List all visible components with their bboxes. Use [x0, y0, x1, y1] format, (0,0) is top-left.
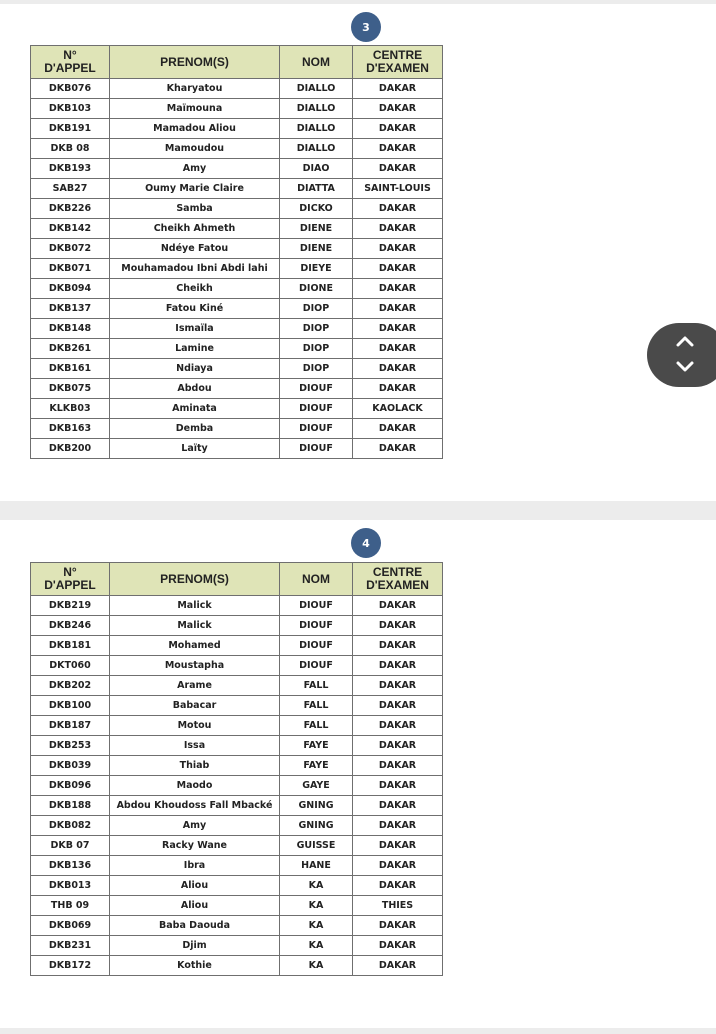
cell-prenom: Aliou [110, 896, 280, 916]
cell-nom: DIATTA [280, 179, 353, 199]
cell-nom: DIOUF [280, 439, 353, 459]
cell-centre: DAKAR [353, 319, 443, 339]
cell-nom: KA [280, 956, 353, 976]
cell-nom: DICKO [280, 199, 353, 219]
cell-num-appel: DKB013 [31, 876, 110, 896]
cell-num-appel: DKB193 [31, 159, 110, 179]
cell-prenom: Abdou [110, 379, 280, 399]
cell-prenom: Fatou Kiné [110, 299, 280, 319]
cell-centre: DAKAR [353, 956, 443, 976]
cell-centre: DAKAR [353, 219, 443, 239]
header-num-appel: N° D'APPEL [31, 563, 110, 596]
cell-nom: DIOUF [280, 379, 353, 399]
table-row [31, 796, 443, 816]
table-header-row [31, 563, 443, 596]
cell-prenom: Malick [110, 616, 280, 636]
table-row [31, 139, 443, 159]
page-scroll-control[interactable] [647, 323, 716, 387]
cell-prenom: Laïty [110, 439, 280, 459]
cell-prenom: Amy [110, 816, 280, 836]
table-row [31, 656, 443, 676]
cell-centre: DAKAR [353, 796, 443, 816]
cell-num-appel: KLKB03 [31, 399, 110, 419]
table-row [31, 159, 443, 179]
cell-num-appel: DKB161 [31, 359, 110, 379]
table-row [31, 419, 443, 439]
cell-centre: DAKAR [353, 359, 443, 379]
cell-nom: DIALLO [280, 119, 353, 139]
cell-num-appel: DKB103 [31, 99, 110, 119]
table-row [31, 179, 443, 199]
cell-centre: DAKAR [353, 636, 443, 656]
table-row [31, 816, 443, 836]
cell-num-appel: DKB076 [31, 79, 110, 99]
cell-prenom: Ismaïla [110, 319, 280, 339]
cell-prenom: Ndéye Fatou [110, 239, 280, 259]
cell-num-appel: DKB253 [31, 736, 110, 756]
cell-num-appel: DKB181 [31, 636, 110, 656]
cell-centre: DAKAR [353, 379, 443, 399]
cell-nom: DIEYE [280, 259, 353, 279]
cell-prenom: Mamadou Aliou [110, 119, 280, 139]
header-nom: NOM [280, 563, 353, 596]
cell-centre: DAKAR [353, 239, 443, 259]
header-prenom: PRENOM(S) [110, 563, 280, 596]
cell-nom: GAYE [280, 776, 353, 796]
header-prenom: PRENOM(S) [110, 46, 280, 79]
cell-prenom: Maïmouna [110, 99, 280, 119]
cell-prenom: Cheikh [110, 279, 280, 299]
table-row [31, 856, 443, 876]
candidates-table [30, 45, 443, 459]
cell-centre: DAKAR [353, 299, 443, 319]
table-row [31, 896, 443, 916]
table-row [31, 876, 443, 896]
cell-nom: FAYE [280, 756, 353, 776]
cell-nom: DIOUF [280, 656, 353, 676]
cell-centre: DAKAR [353, 756, 443, 776]
cell-centre: DAKAR [353, 696, 443, 716]
cell-num-appel: DKB219 [31, 596, 110, 616]
cell-num-appel: DKB039 [31, 756, 110, 776]
cell-centre: DAKAR [353, 716, 443, 736]
cell-nom: DIALLO [280, 79, 353, 99]
cell-prenom: Mamoudou [110, 139, 280, 159]
cell-num-appel: DKB094 [31, 279, 110, 299]
cell-prenom: Mohamed [110, 636, 280, 656]
table-row [31, 616, 443, 636]
cell-num-appel: DKB071 [31, 259, 110, 279]
cell-centre: DAKAR [353, 816, 443, 836]
cell-prenom: Lamine [110, 339, 280, 359]
table-row [31, 399, 443, 419]
cell-num-appel: DKB100 [31, 696, 110, 716]
cell-num-appel: DKB261 [31, 339, 110, 359]
table-row [31, 99, 443, 119]
table-row [31, 716, 443, 736]
cell-num-appel: DKB191 [31, 119, 110, 139]
cell-prenom: Ndiaya [110, 359, 280, 379]
cell-prenom: Maodo [110, 776, 280, 796]
cell-num-appel: DKB188 [31, 796, 110, 816]
header-centre: CENTRE D'EXAMEN [353, 46, 443, 79]
cell-centre: KAOLACK [353, 399, 443, 419]
table-row [31, 956, 443, 976]
cell-centre: DAKAR [353, 439, 443, 459]
cell-centre: DAKAR [353, 279, 443, 299]
table-row [31, 199, 443, 219]
cell-nom: HANE [280, 856, 353, 876]
table-row [31, 756, 443, 776]
cell-prenom: Motou [110, 716, 280, 736]
table-row [31, 736, 443, 756]
table-row [31, 219, 443, 239]
cell-nom: KA [280, 936, 353, 956]
cell-centre: DAKAR [353, 836, 443, 856]
cell-prenom: Abdou Khoudoss Fall Mbacké [110, 796, 280, 816]
cell-prenom: Issa [110, 736, 280, 756]
cell-prenom: Aminata [110, 399, 280, 419]
cell-prenom: Ibra [110, 856, 280, 876]
cell-num-appel: DKB246 [31, 616, 110, 636]
table-row [31, 279, 443, 299]
cell-nom: DIONE [280, 279, 353, 299]
cell-num-appel: DKB137 [31, 299, 110, 319]
cell-centre: DAKAR [353, 596, 443, 616]
cell-num-appel: DKB 08 [31, 139, 110, 159]
cell-num-appel: DKB075 [31, 379, 110, 399]
table-row [31, 379, 443, 399]
cell-nom: DIENE [280, 239, 353, 259]
cell-centre: DAKAR [353, 656, 443, 676]
cell-nom: DIOP [280, 359, 353, 379]
page-number-badge: 3 [351, 12, 381, 42]
cell-prenom: Moustapha [110, 656, 280, 676]
table-row [31, 259, 443, 279]
table-row [31, 79, 443, 99]
cell-num-appel: DKB072 [31, 239, 110, 259]
cell-nom: KA [280, 916, 353, 936]
cell-prenom: Kothie [110, 956, 280, 976]
cell-prenom: Cheikh Ahmeth [110, 219, 280, 239]
candidates-table [30, 562, 443, 976]
header-centre: CENTRE D'EXAMEN [353, 563, 443, 596]
cell-prenom: Mouhamadou Ibni Abdi lahi [110, 259, 280, 279]
cell-num-appel: DKB202 [31, 676, 110, 696]
table-row [31, 239, 443, 259]
cell-num-appel: DKB172 [31, 956, 110, 976]
cell-prenom: Racky Wane [110, 836, 280, 856]
cell-nom: DIAO [280, 159, 353, 179]
chevron-up-icon[interactable] [674, 330, 696, 352]
cell-prenom: Demba [110, 419, 280, 439]
cell-prenom: Djim [110, 936, 280, 956]
cell-nom: FAYE [280, 736, 353, 756]
cell-num-appel: DKB148 [31, 319, 110, 339]
cell-centre: DAKAR [353, 99, 443, 119]
cell-centre: DAKAR [353, 339, 443, 359]
table-row [31, 319, 443, 339]
cell-num-appel: DKB163 [31, 419, 110, 439]
cell-nom: DIOUF [280, 419, 353, 439]
cell-num-appel: SAB27 [31, 179, 110, 199]
table-row [31, 119, 443, 139]
cell-num-appel: DKB142 [31, 219, 110, 239]
table-row [31, 676, 443, 696]
table-row [31, 696, 443, 716]
table-header-row [31, 46, 443, 79]
cell-nom: DIALLO [280, 139, 353, 159]
table-row [31, 916, 443, 936]
cell-centre: DAKAR [353, 159, 443, 179]
cell-nom: DIOUF [280, 596, 353, 616]
document-page-3 [0, 4, 716, 501]
cell-nom: FALL [280, 716, 353, 736]
cell-centre: DAKAR [353, 119, 443, 139]
table-row [31, 936, 443, 956]
cell-centre: DAKAR [353, 776, 443, 796]
document-page-4 [0, 520, 716, 1028]
cell-nom: FALL [280, 696, 353, 716]
cell-num-appel: DKB200 [31, 439, 110, 459]
cell-centre: DAKAR [353, 936, 443, 956]
cell-centre: DAKAR [353, 199, 443, 219]
cell-num-appel: DKB226 [31, 199, 110, 219]
cell-centre: DAKAR [353, 259, 443, 279]
table-row [31, 776, 443, 796]
page-number-badge: 4 [351, 528, 381, 558]
cell-nom: DIOUF [280, 636, 353, 656]
cell-nom: DIOP [280, 319, 353, 339]
table-row [31, 359, 443, 379]
cell-nom: GNING [280, 816, 353, 836]
cell-num-appel: DKB069 [31, 916, 110, 936]
cell-nom: DIENE [280, 219, 353, 239]
cell-num-appel: DKB082 [31, 816, 110, 836]
cell-prenom: Thiab [110, 756, 280, 776]
cell-centre: DAKAR [353, 79, 443, 99]
cell-num-appel: DKB096 [31, 776, 110, 796]
table-row [31, 299, 443, 319]
cell-centre: DAKAR [353, 876, 443, 896]
table-row [31, 439, 443, 459]
table-row [31, 636, 443, 656]
cell-centre: SAINT-LOUIS [353, 179, 443, 199]
cell-centre: DAKAR [353, 856, 443, 876]
cell-nom: FALL [280, 676, 353, 696]
chevron-down-icon[interactable] [674, 356, 696, 378]
cell-num-appel: DKB231 [31, 936, 110, 956]
cell-nom: KA [280, 896, 353, 916]
cell-prenom: Oumy Marie Claire [110, 179, 280, 199]
cell-prenom: Arame [110, 676, 280, 696]
cell-num-appel: DKB 07 [31, 836, 110, 856]
cell-centre: THIES [353, 896, 443, 916]
cell-num-appel: DKB187 [31, 716, 110, 736]
table-row [31, 596, 443, 616]
cell-centre: DAKAR [353, 419, 443, 439]
header-num-appel: N° D'APPEL [31, 46, 110, 79]
cell-centre: DAKAR [353, 139, 443, 159]
cell-nom: GUISSE [280, 836, 353, 856]
cell-prenom: Samba [110, 199, 280, 219]
cell-num-appel: DKT060 [31, 656, 110, 676]
cell-nom: DIOP [280, 339, 353, 359]
cell-nom: KA [280, 876, 353, 896]
cell-centre: DAKAR [353, 616, 443, 636]
cell-prenom: Babacar [110, 696, 280, 716]
header-nom: NOM [280, 46, 353, 79]
cell-nom: GNING [280, 796, 353, 816]
table-row [31, 836, 443, 856]
cell-prenom: Kharyatou [110, 79, 280, 99]
cell-nom: DIALLO [280, 99, 353, 119]
cell-prenom: Malick [110, 596, 280, 616]
cell-centre: DAKAR [353, 916, 443, 936]
cell-prenom: Aliou [110, 876, 280, 896]
table-row [31, 339, 443, 359]
cell-num-appel: THB 09 [31, 896, 110, 916]
cell-centre: DAKAR [353, 736, 443, 756]
cell-nom: DIOUF [280, 399, 353, 419]
cell-nom: DIOP [280, 299, 353, 319]
cell-centre: DAKAR [353, 676, 443, 696]
cell-prenom: Baba Daouda [110, 916, 280, 936]
cell-prenom: Amy [110, 159, 280, 179]
cell-nom: DIOUF [280, 616, 353, 636]
cell-num-appel: DKB136 [31, 856, 110, 876]
